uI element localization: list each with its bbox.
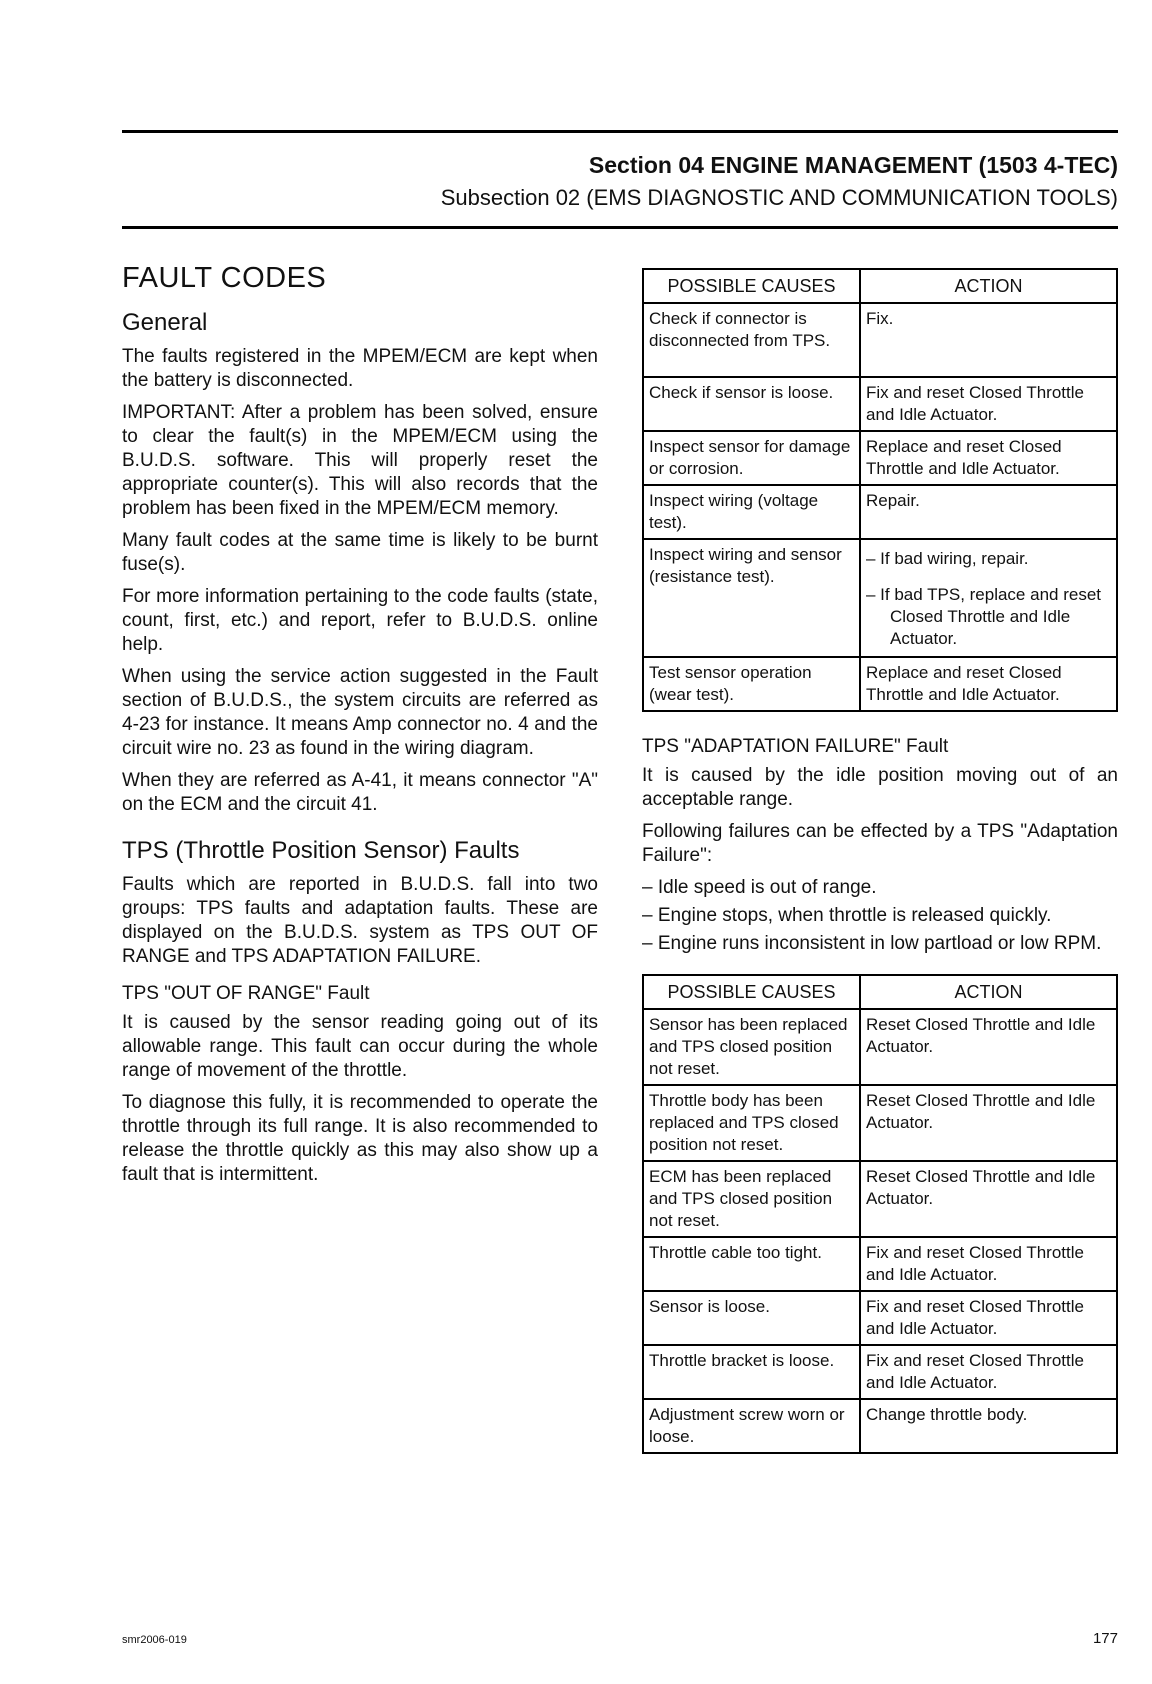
out-of-range-heading: TPS "OUT OF RANGE" Fault <box>122 983 370 1004</box>
cause-cell: Check if connector is disconnected from TPS. <box>643 303 860 377</box>
paragraph: The faults registered in the MPEM/ECM are kept when the battery is disconnected. <box>122 346 598 391</box>
table-row <box>643 1085 1117 1161</box>
table-row <box>643 303 1117 377</box>
table-row <box>643 539 1117 657</box>
document-code: smr2006-019 <box>122 1634 187 1646</box>
table-row <box>643 1237 1117 1291</box>
page-number: 177 <box>1092 1630 1118 1647</box>
important-text: After a problem has been solved, ensure to clear the fault(s) in the MPEM/ECM using the B.U.D.S. software. This will properly reset the appropriate counter(s). This will also records that the problem has been fixed in the MPEM/ECM memory. <box>122 402 598 519</box>
header-bottom-rule <box>122 226 1118 229</box>
paragraph: Following failures can be effected by a TPS "Adaptation Failure": <box>642 821 1118 866</box>
paragraph: When they are referred as A-41, it means connector "A" on the ECM and the circuit 41. <box>122 770 598 815</box>
cause-cell: Inspect wiring (voltage test). <box>643 485 860 539</box>
table-header-causes: POSSIBLE CAUSES <box>643 975 860 1009</box>
cause-cell: Test sensor operation (wear test). <box>643 657 860 711</box>
table-row <box>643 431 1117 485</box>
left-column <box>122 262 598 1195</box>
cause-cell: Throttle body has been replaced and TPS closed position not reset. <box>643 1085 860 1161</box>
table-header-action: ACTION <box>860 975 1117 1009</box>
action-cell: Reset Closed Throttle and Idle Actuator. <box>860 1009 1117 1085</box>
table-row <box>643 1399 1117 1453</box>
paragraph: When using the service action suggested in the Fault section of B.U.D.S., the system circuits are referred as 4-23 for instance. It means Amp connector no. 4 and the circuit wire no. 23 as found in the wiring diagram. <box>122 666 598 759</box>
header-top-rule <box>122 130 1118 133</box>
out-of-range-table <box>642 268 1118 712</box>
action-cell: Fix and reset Closed Throttle and Idle Actuator. <box>860 377 1117 431</box>
paragraph: For more information pertaining to the code faults (state, count, first, etc.) and report, refer to B.U.D.S. online help. <box>122 586 598 655</box>
cause-cell: Sensor has been replaced and TPS closed position not reset. <box>643 1009 860 1085</box>
table-row <box>643 485 1117 539</box>
paragraph: It is caused by the sensor reading going out of its allowable range. This fault can occur during the whole range of movement of the throttle. <box>122 1012 598 1081</box>
table-row <box>643 1345 1117 1399</box>
general-heading: General <box>122 309 208 336</box>
cause-cell: ECM has been replaced and TPS closed position not reset. <box>643 1161 860 1237</box>
action-cell: Fix and reset Closed Throttle and Idle Actuator. <box>860 1237 1117 1291</box>
cause-cell: Inspect sensor for damage or corrosion. <box>643 431 860 485</box>
action-cell: Reset Closed Throttle and Idle Actuator. <box>860 1161 1117 1237</box>
paragraph: Many fault codes at the same time is likely to be burnt fuse(s). <box>122 530 598 575</box>
action-cell: Reset Closed Throttle and Idle Actuator. <box>860 1085 1117 1161</box>
action-cell: Replace and reset Closed Throttle and Idle Actuator. <box>860 657 1117 711</box>
tps-heading: TPS (Throttle Position Sensor) Faults <box>122 837 520 864</box>
cause-cell: Check if sensor is loose. <box>643 377 860 431</box>
cause-cell: Sensor is loose. <box>643 1291 860 1345</box>
important-label: IMPORTANT: <box>122 402 236 423</box>
right-column <box>642 268 1118 1454</box>
paragraph: To diagnose this fully, it is recommended to operate the throttle through its full range. It is also recommended to release the throttle quickly as this may also show up a fault that is intermittent. <box>122 1092 598 1185</box>
cause-cell: Throttle cable too tight. <box>643 1237 860 1291</box>
action-item: – If bad TPS, replace and reset Closed Throttle and Idle Actuator. <box>866 585 1101 648</box>
table-row <box>643 1291 1117 1345</box>
page-title: FAULT CODES <box>122 262 327 294</box>
action-cell: Fix and reset Closed Throttle and Idle Actuator. <box>860 1345 1117 1399</box>
cause-cell: Inspect wiring and sensor (resistance test). <box>643 539 860 657</box>
paragraph: Faults which are reported in B.U.D.S. fall into two groups: TPS faults and adaptation faults. These are displayed on the B.U.D.S. system as TPS OUT OF RANGE and TPS ADAPTATION FAILURE. <box>122 874 598 967</box>
action-cell <box>860 539 1117 657</box>
cause-cell: Adjustment screw worn or loose. <box>643 1399 860 1453</box>
subsection-title: Subsection 02 (EMS DIAGNOSTIC AND COMMUNICATION TOOLS) <box>440 185 1118 210</box>
table-row <box>643 1009 1117 1085</box>
action-cell: Replace and reset Closed Throttle and Idle Actuator. <box>860 431 1117 485</box>
important-paragraph <box>122 401 598 521</box>
action-cell: Change throttle body. <box>860 1399 1117 1453</box>
list-item: – Idle speed is out of range. <box>642 877 877 898</box>
failure-list <box>642 876 1118 956</box>
paragraph: It is caused by the idle position moving out of an acceptable range. <box>642 765 1118 810</box>
table-header-causes: POSSIBLE CAUSES <box>643 269 860 303</box>
table-header-action: ACTION <box>860 269 1117 303</box>
table-row <box>643 657 1117 711</box>
action-cell: Fix. <box>860 303 1117 377</box>
table-row <box>643 377 1117 431</box>
action-item: – If bad wiring, repair. <box>866 549 1029 568</box>
list-item: – Engine stops, when throttle is released quickly. <box>642 905 1052 926</box>
cause-cell: Throttle bracket is loose. <box>643 1345 860 1399</box>
action-cell: Fix and reset Closed Throttle and Idle Actuator. <box>860 1291 1117 1345</box>
list-item: – Engine runs inconsistent in low partload or low RPM. <box>642 933 1102 954</box>
adaptation-failure-table <box>642 974 1118 1454</box>
action-cell: Repair. <box>860 485 1117 539</box>
adaptation-failure-heading: TPS "ADAPTATION FAILURE" Fault <box>642 736 949 757</box>
table-row <box>643 1161 1117 1237</box>
section-title: Section 04 ENGINE MANAGEMENT (1503 4-TEC) <box>588 152 1118 178</box>
